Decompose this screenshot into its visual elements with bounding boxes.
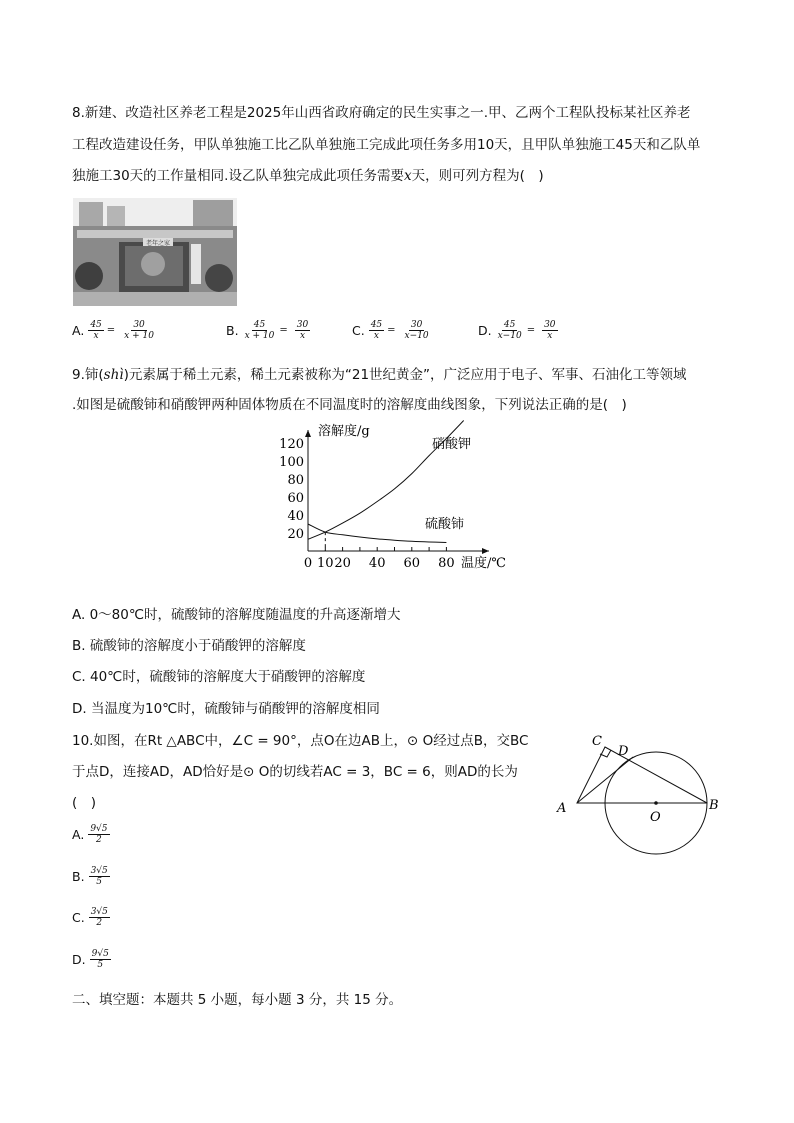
- y-axis-arrow: [305, 430, 311, 437]
- q10-option-a[interactable]: A. $\frac{9√5}{2}$: [72, 824, 108, 845]
- fraction: $\frac{45}{x + 10}$: [244, 320, 275, 341]
- x-tick-label: 60: [403, 556, 421, 571]
- fraction: $\frac{45}{x}$: [370, 320, 383, 341]
- fraction: $\frac{30}{x-10}$: [404, 320, 429, 341]
- series-label-ce2so43: 硫酸铈: [425, 517, 465, 532]
- triangle-abc: [577, 747, 707, 803]
- x-tick-label: 80: [438, 556, 455, 571]
- q10-option-d[interactable]: D. $\frac{9√5}{5}$: [72, 949, 109, 970]
- q9-line-1: 9.铈(shì)元素属于稀土元素，稀土元素被称为“21世纪黄金”，广泛应用于电子、军事、石油化工等领域: [72, 367, 687, 383]
- x-tick-label: 0: [303, 556, 313, 571]
- fraction: $\frac{9√5}{5}$: [91, 949, 109, 970]
- q10-option-b[interactable]: B. $\frac{3√5}{5}$: [72, 866, 108, 887]
- x-tick-label: 40: [368, 556, 386, 571]
- q10-line-1: 10.如图，在Rt △ABC中，∠C = 90°，点O在边AB上，⊙ O经过点B，交BC: [72, 733, 529, 749]
- q8-line-2: 工程改造建设任务，甲队单独施工比乙队单独施工完成此项任务多用10天，且甲队单独施工45天和乙队单: [72, 137, 701, 153]
- fraction: $\frac{45}{x-10}$: [497, 320, 522, 341]
- y-tick-label: 100: [279, 455, 304, 470]
- y-tick-label: 80: [287, 473, 304, 488]
- center-point-o: [654, 801, 658, 805]
- section-2-heading: 二、填空题：本题共 5 小题，每小题 3 分，共 15 分。: [72, 992, 403, 1008]
- q9-option-a[interactable]: A. 0～80℃时，硫酸铈的溶解度随温度的升高逐渐增大: [72, 607, 401, 623]
- y-tick-label: 120: [279, 437, 304, 452]
- q8-option-b[interactable]: B. $\frac{45}{x + 10}$ = $\frac{30}{x}$: [226, 320, 309, 341]
- label-b: B: [709, 798, 719, 813]
- y-tick-label: 60: [287, 491, 304, 506]
- fraction: $\frac{30}{x + 10}$: [124, 320, 154, 341]
- x-tick-label: 10: [317, 556, 334, 571]
- q8-line-3: 独施工30天的工作量相同.设乙队单独完成此项任务需要x天，则可列方程为( ): [72, 168, 544, 184]
- fraction: $\frac{3√5}{2}$: [90, 907, 108, 928]
- q8-option-a[interactable]: A. $\frac{45}{x}$ = $\frac{30}{x + 10}$: [72, 320, 154, 341]
- q9-option-c[interactable]: C. 40℃时，硫酸铈的溶解度大于硝酸钾的溶解度: [72, 669, 366, 685]
- q9-line-2: .如图是硫酸铈和硝酸钾两种固体物质在不同温度时的溶解度曲线图象，下列说法正确的是( ): [72, 397, 627, 413]
- series-label-kno3: 硝酸钾: [432, 437, 472, 452]
- fraction: $\frac{30}{x}$: [544, 320, 556, 341]
- q9-option-d[interactable]: D. 当温度为10℃时，硫酸铈与硝酸钾的溶解度相同: [72, 701, 380, 717]
- q8-option-d[interactable]: D. $\frac{45}{x-10}$ = $\frac{30}{x}$: [478, 320, 556, 341]
- label-a: A: [557, 801, 567, 816]
- fraction: $\frac{45}{x}$: [90, 320, 102, 341]
- solubility-chart: [272, 418, 522, 573]
- x-tick-label: 20: [334, 556, 351, 571]
- q10-line-3: ( ): [72, 795, 97, 811]
- label-d: D: [618, 744, 629, 759]
- q8-line-1: 8.新建、改造社区养老工程是2025年山西省政府确定的民生实事之一.甲、乙两个工程队投标某社区养老: [72, 105, 691, 121]
- label-c: C: [592, 734, 602, 749]
- photo-sign: 老年之家: [145, 240, 171, 247]
- y-tick-label: 20: [287, 527, 304, 542]
- triangle-circle-figure: [552, 732, 732, 862]
- q10-option-c[interactable]: C. $\frac{3√5}{2}$: [72, 907, 108, 928]
- fraction: $\frac{3√5}{5}$: [90, 866, 108, 887]
- q8-option-c[interactable]: C. $\frac{45}{x}$ = $\frac{30}{x-10}$: [352, 320, 429, 341]
- x-axis-label: 温度/℃: [461, 556, 506, 571]
- q9-option-b[interactable]: B. 硫酸铈的溶解度小于硝酸钾的溶解度: [72, 638, 306, 654]
- community-center-photo: [73, 198, 237, 306]
- y-tick-label: 40: [287, 509, 304, 524]
- fraction: $\frac{30}{x}$: [296, 320, 309, 341]
- x-axis-arrow: [482, 548, 489, 554]
- q10-line-2: 于点D，连接AD，AD恰好是⊙ O的切线若AC = 3，BC = 6，则AD的长为: [72, 764, 518, 780]
- label-o: O: [650, 810, 661, 825]
- fraction: $\frac{9√5}{2}$: [90, 824, 108, 845]
- y-axis-label: 溶解度/g: [318, 424, 370, 439]
